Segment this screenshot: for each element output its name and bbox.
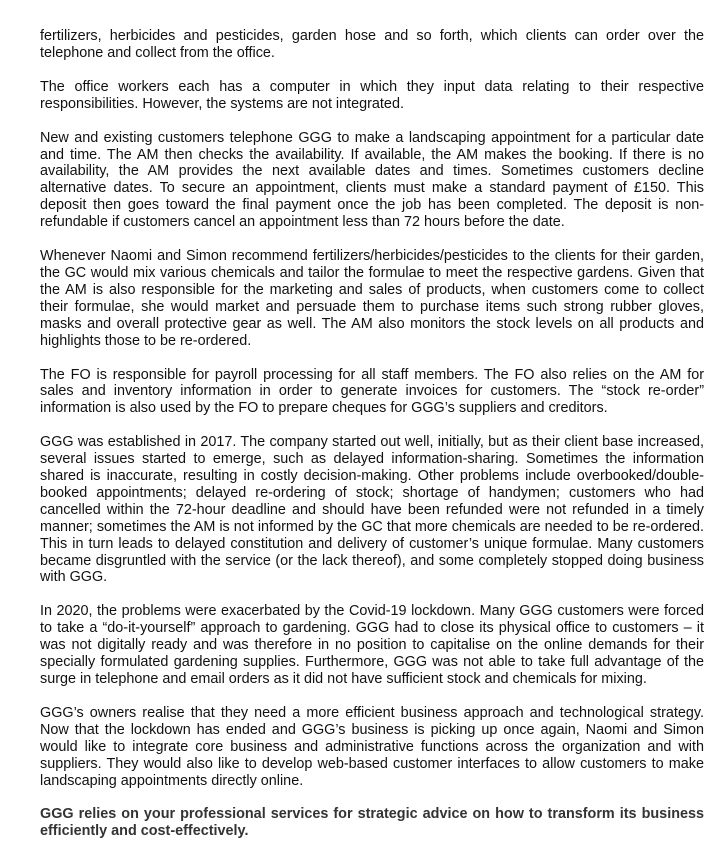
paragraph-finance-officer: The FO is responsible for payroll processing for all staff members. The FO also relies on the AM for sales and inventory information in order to generate invoices for customers. The “stock re-order” information is also used by the FO to prepare cheques for GGG’s suppliers and creditors. — [40, 366, 704, 417]
paragraph-office-computers: The office workers each has a computer in which they input data relating to their respective responsibilities. However, the systems are not integrated. — [40, 78, 704, 112]
closing-statement: GGG relies on your professional services for strategic advice on how to transform its business efficiently and cost-effectively. — [40, 806, 704, 840]
paragraph-appointments: New and existing customers telephone GGG to make a landscaping appointment for a particular date and time. The AM then checks the availability. If available, the AM makes the booking. If there is no availability, the AM provides the next available dates and times. Sometimes customers decline alternative dates. To secure an appointment, clients must make a standard payment of £150. This deposit then goes toward the final payment once the job has been completed. The deposit is non-refundable if customers cancel an appointment less than 72 hours before the date. — [40, 129, 704, 231]
paragraph-formulae: Whenever Naomi and Simon recommend fertilizers/herbicides/pesticides to the clients for their garden, the GC would mix various chemicals and tailor the formulae to meet the respective gardens. Given that the AM is also responsible for the marketing and sales of products, when customers come to collect their formulae, she would market and persuade them to purchase items such strong rubber gloves, masks and overall protective gear as well. The AM also monitors the stock levels on all products and highlights those to be re-ordered. — [40, 248, 704, 349]
paragraph-problems: GGG was established in 2017. The company started out well, initially, but as their client base increased, several issues started to emerge, such as delayed information-sharing. Sometimes the information shared is inaccurate, resulting in costly decision-making. Other problems include overbooked/double-booked appointments; delayed re-ordering of stock; shortage of handymen; customers who had cancelled within the 72-hour deadline and should have been refunded were not refunded in a timely manner; sometimes the AM is not informed by the GC that more chemicals are needed to be re-ordered. This in turn leads to delayed constitution and delivery of customer’s unique formulae. Many customers became disgruntled with the service (or the lack thereof), and some completely stopped doing business with GGG. — [40, 434, 704, 586]
paragraph-strategy: GGG’s owners realise that they need a more efficient business approach and technological strategy. Now that the lockdown has ended and GGG’s business is picking up once again, Naomi and Simon would like to integrate core business and administrative functions across the organization and with suppliers. They would also like to develop web-based customer interfaces to allow customers to make landscaping appointments directly online. — [40, 704, 704, 789]
document-page — [40, 28, 704, 840]
paragraph-supplies: fertilizers, herbicides and pesticides, garden hose and so forth, which clients can order over the telephone and collect from the office. — [40, 28, 704, 61]
paragraph-covid: In 2020, the problems were exacerbated by the Covid-19 lockdown. Many GGG customers were forced to take a “do-it-yourself” approach to gardening. GGG had to close its physical office to customers – it was not digitally ready and was therefore in no position to capitalise on the online demands for their specially formulated gardening supplies. Furthermore, GGG was not able to take full advantage of the surge in telephone and email orders as it did not have sufficient stock and chemicals for mixing. — [40, 603, 704, 687]
